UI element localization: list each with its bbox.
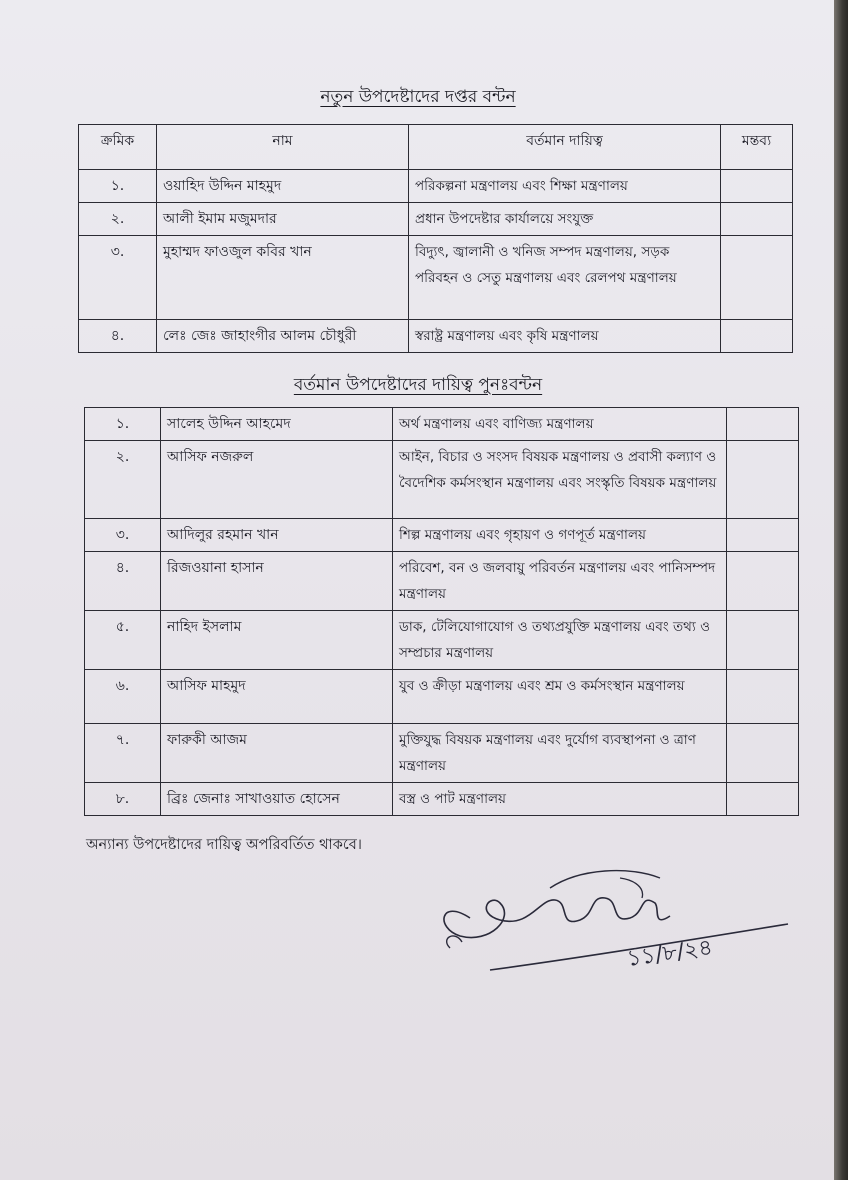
- signature: [430, 858, 790, 978]
- row-name: আসিফ মাহমুদ: [161, 670, 393, 724]
- row-serial: ৫.: [85, 611, 161, 670]
- row-name: আসিফ নজরুল: [161, 441, 393, 519]
- row-serial: ৮.: [85, 783, 161, 816]
- row-duty: বিদ্যুৎ, জ্বালানী ও খনিজ সম্পদ মন্ত্রণালয়, সড়ক পরিবহন ও সেতু মন্ত্রণালয় এবং রেলপথ মন্ত্রণালয়: [409, 236, 721, 320]
- table-row: [79, 170, 793, 203]
- row-duty: স্বরাষ্ট্র মন্ত্রণালয় এবং কৃষি মন্ত্রণালয়: [409, 320, 721, 353]
- row-name: রিজওয়ানা হাসান: [161, 552, 393, 611]
- row-remark: [727, 552, 799, 611]
- table-row: [85, 724, 799, 783]
- header-duty: বর্তমান দায়িত্ব: [409, 125, 721, 170]
- row-duty: ডাক, টেলিযোগাযোগ ও তথ্যপ্রযুক্তি মন্ত্রণালয় এবং তথ্য ও সম্প্রচার মন্ত্রণালয়: [393, 611, 727, 670]
- header-serial: ক্রমিক: [79, 125, 157, 170]
- row-remark: [727, 783, 799, 816]
- row-duty: শিল্প মন্ত্রণালয় এবং গৃহায়ণ ও গণপূর্ত মন্ত্রণালয়: [393, 519, 727, 552]
- table-row: [85, 670, 799, 724]
- header-remark: মন্তব্য: [721, 125, 793, 170]
- row-duty: প্রধান উপদেষ্টার কার্যালয়ে সংযুক্ত: [409, 203, 721, 236]
- row-remark: [727, 611, 799, 670]
- row-serial: ৪.: [79, 320, 157, 353]
- row-serial: ৬.: [85, 670, 161, 724]
- row-remark: [727, 724, 799, 783]
- row-serial: ৩.: [85, 519, 161, 552]
- footer-note: অন্যান্য উপদেষ্টাদের দায়িত্ব অপরিবর্তিত থাকবে।: [86, 837, 362, 853]
- row-name: নাহিদ ইসলাম: [161, 611, 393, 670]
- header-name: নাম: [157, 125, 409, 170]
- row-serial: ১.: [85, 408, 161, 441]
- row-serial: ২.: [85, 441, 161, 519]
- row-remark: [721, 320, 793, 353]
- row-name: মুহাম্মদ ফাওজুল কবির খান: [157, 236, 409, 320]
- background-edge: [834, 0, 848, 1180]
- row-duty: পরিবেশ, বন ও জলবায়ু পরিবর্তন মন্ত্রণালয় এবং পানিসম্পদ মন্ত্রণালয়: [393, 552, 727, 611]
- row-name: ব্রিঃ জেনাঃ সাখাওয়াত হোসেন: [161, 783, 393, 816]
- row-remark: [727, 441, 799, 519]
- row-name: লেঃ জেঃ জাহাংগীর আলম চৌধুরী: [157, 320, 409, 353]
- row-remark: [727, 408, 799, 441]
- table-row: [85, 783, 799, 816]
- table-row: [79, 203, 793, 236]
- table-row: [85, 441, 799, 519]
- row-serial: ৪.: [85, 552, 161, 611]
- row-remark: [727, 519, 799, 552]
- row-serial: ৭.: [85, 724, 161, 783]
- row-name: আদিলুর রহমান খান: [161, 519, 393, 552]
- row-remark: [721, 203, 793, 236]
- table-row: [79, 236, 793, 320]
- row-serial: ৩.: [79, 236, 157, 320]
- new-advisers-table: [78, 124, 793, 353]
- row-duty: পরিকল্পনা মন্ত্রণালয় এবং শিক্ষা মন্ত্রণালয়: [409, 170, 721, 203]
- row-serial: ২.: [79, 203, 157, 236]
- row-name: ফারুকী আজম: [161, 724, 393, 783]
- row-remark: [727, 670, 799, 724]
- table-row: [85, 611, 799, 670]
- signature-date: ১১/৮/২৪: [625, 935, 715, 972]
- row-duty: বস্ত্র ও পাট মন্ত্রণালয়: [393, 783, 727, 816]
- row-name: আলী ইমাম মজুমদার: [157, 203, 409, 236]
- table-row: [85, 519, 799, 552]
- table-row: [85, 552, 799, 611]
- row-duty: অর্থ মন্ত্রণালয় এবং বাণিজ্য মন্ত্রণালয়: [393, 408, 727, 441]
- row-name: ওয়াহিদ উদ্দিন মাহমুদ: [157, 170, 409, 203]
- section1-title: নতুন উপদেষ্টাদের দপ্তর বন্টন: [320, 87, 516, 107]
- table-header-row: [79, 125, 793, 170]
- row-duty: আইন, বিচার ও সংসদ বিষয়ক মন্ত্রণালয় ও প্রবাসী কল্যাণ ও বৈদেশিক কর্মসংস্থান মন্ত্রণালয় এবং সংস্কৃতি বিষয়ক মন্ত্রণালয়: [393, 441, 727, 519]
- row-remark: [721, 170, 793, 203]
- row-duty: যুব ও ক্রীড়া মন্ত্রণালয় এবং শ্রম ও কর্মসংস্থান মন্ত্রণালয়: [393, 670, 727, 724]
- reassigned-advisers-table: [84, 407, 799, 816]
- section2-title: বর্তমান উপদেষ্টাদের দায়িত্ব পুনঃবন্টন: [293, 375, 543, 395]
- row-duty: মুক্তিযুদ্ধ বিষয়ক মন্ত্রণালয় এবং দুর্যোগ ব্যবস্থাপনা ও ত্রাণ মন্ত্রণালয়: [393, 724, 727, 783]
- row-remark: [721, 236, 793, 320]
- row-serial: ১.: [79, 170, 157, 203]
- table-row: [79, 320, 793, 353]
- row-name: সালেহ উদ্দিন আহমেদ: [161, 408, 393, 441]
- table-row: [85, 408, 799, 441]
